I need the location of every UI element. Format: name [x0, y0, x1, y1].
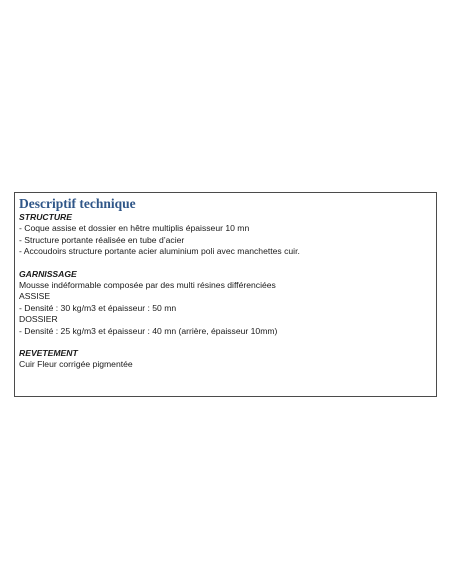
dossier-density-line: - Densité : 25 kg/m3 et épaisseur : 40 mn (arrière, épaisseur 10mm) — [19, 325, 278, 336]
structure-line: - Structure portante réalisée en tube d’acier — [19, 234, 185, 245]
structure-line: - Accoudoirs structure portante acier aluminium poli avec manchettes cuir. — [19, 246, 300, 256]
garnissage-intro: Mousse indéformable composée par des multi résines différenciées — [19, 279, 276, 290]
section-title: Descriptif technique — [19, 196, 136, 211]
spacer — [19, 337, 432, 348]
technical-description-box — [14, 192, 437, 397]
dossier-label: DOSSIER — [19, 314, 58, 324]
structure-line: - Coque assise et dossier en hêtre multiplis épaisseur 10 mn — [19, 223, 250, 233]
revetement-line: Cuir Fleur corrigée pigmentée — [19, 359, 133, 369]
spacer — [19, 258, 432, 269]
structure-heading: STRUCTURE — [19, 212, 72, 222]
assise-density-line: - Densité : 30 kg/m3 et épaisseur : 50 mn — [19, 302, 177, 313]
revetement-heading: REVETEMENT — [19, 348, 78, 358]
assise-label: ASSISE — [19, 291, 51, 301]
garnissage-heading: GARNISSAGE — [19, 268, 77, 279]
